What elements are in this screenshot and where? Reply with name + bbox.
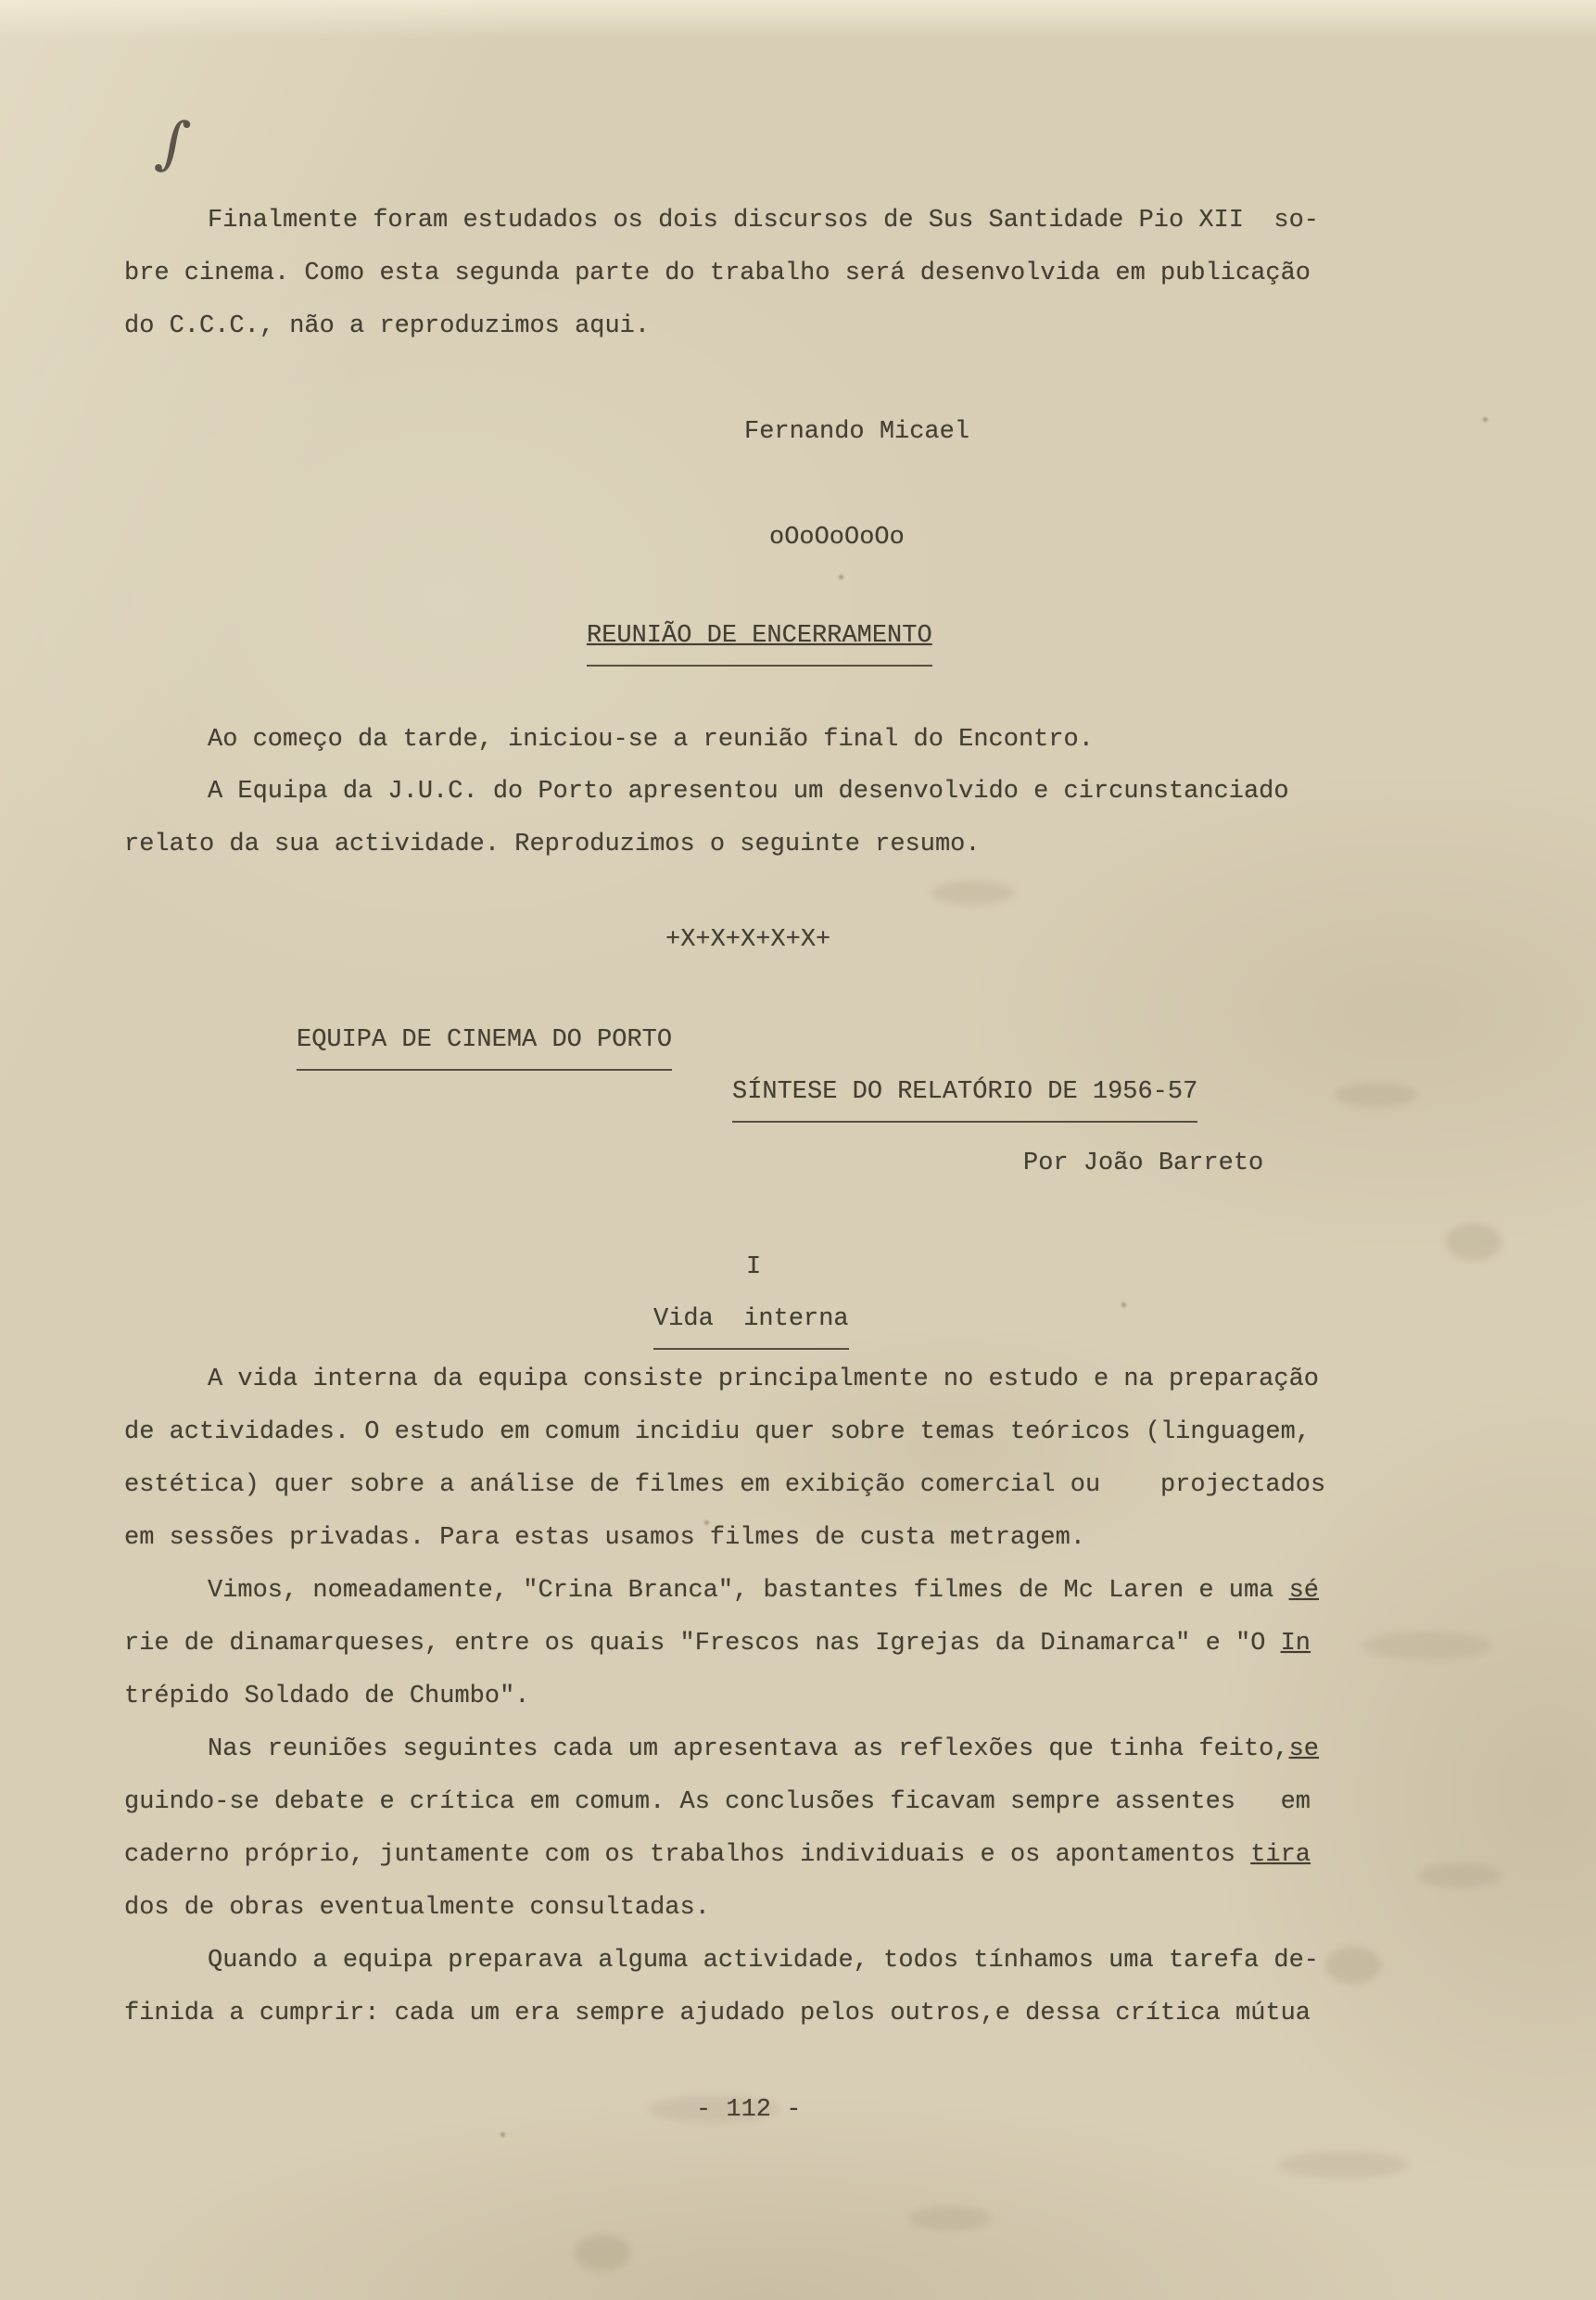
- paragraph-7: [124, 1935, 1357, 2040]
- text-line: Quando a equipa preparava alguma actividade, todos tínhamos uma tarefa de-: [208, 1947, 1319, 1975]
- paragraph-6: [124, 1723, 1357, 1935]
- report-heading: [732, 1066, 1197, 1119]
- text-line: de actividades. O estudo em comum incidiu quer sobre temas teóricos (linguagem,: [124, 1418, 1311, 1446]
- paper-speck: [1121, 1302, 1126, 1307]
- section-numeral: [746, 1241, 761, 1294]
- text-line: A Equipa da J.U.C. do Porto apresentou um desenvolvido e circunstanciado: [208, 778, 1289, 806]
- text-segment-underlined: tira: [1250, 1841, 1311, 1869]
- text-segment: Nas reuniões seguintes cada um apresentava as reflexões que tinha feito,: [208, 1735, 1289, 1763]
- text-line: Por João Barreto: [1023, 1150, 1264, 1177]
- ink-smudge: [931, 881, 1015, 905]
- text-line: em sessões privadas. Para estas usamos filmes de custa metragem.: [124, 1524, 1085, 1552]
- ink-smudge: [1279, 2151, 1409, 2179]
- ink-smudge: [908, 2206, 992, 2230]
- text-segment: Vimos, nomeadamente, "Crina Branca", bastantes filmes de Mc Laren e uma: [208, 1577, 1289, 1605]
- text-line: relato da sua actividade. Reproduzimos o seguinte resumo.: [124, 831, 981, 858]
- paragraph-5: [124, 1565, 1357, 1723]
- handwritten-mark: ∫: [152, 107, 194, 181]
- subsection-heading: [653, 1293, 849, 1346]
- text-line: Finalmente foram estudados os dois discursos de Sus Santidade Pio XII so-: [208, 207, 1319, 235]
- text-line: dos de obras eventualmente consultadas.: [124, 1894, 710, 1922]
- ink-smudge: [575, 2234, 630, 2271]
- ink-smudge: [1335, 1083, 1418, 1107]
- text-line: Fernando Micael: [744, 418, 970, 446]
- team-heading: [297, 1014, 672, 1067]
- text-line: [124, 1723, 1357, 1776]
- heading-text: SÍNTESE DO RELATÓRIO DE 1956-57: [732, 1066, 1197, 1123]
- text-segment: caderno próprio, juntamente com os trabalhos individuais e os apontamentos: [124, 1841, 1251, 1869]
- paragraph-4: [124, 1353, 1357, 1565]
- text-segment: rie de dinamarqueses, entre os quais "Frescos nas Igrejas da Dinamarca" e "O: [124, 1630, 1281, 1658]
- text-line: [124, 1565, 1357, 1618]
- text-line: oOoOoOoOo: [769, 524, 905, 552]
- paragraph-3: [124, 766, 1357, 871]
- text-line: do C.C.C., não a reproduzimos aqui.: [124, 312, 651, 340]
- text-segment-underlined: se: [1288, 1735, 1319, 1763]
- ink-smudge: [1362, 1632, 1492, 1659]
- text-segment-underlined: In: [1280, 1630, 1311, 1658]
- byline-author: [744, 406, 969, 459]
- text-line: finida a cumprir: cada um era sempre ajudado pelos outros,e dessa crítica mútua: [124, 2000, 1311, 2027]
- separator-ornament: [665, 914, 830, 967]
- page-number: [696, 2084, 801, 2137]
- separator-ornament: [769, 512, 905, 565]
- text-line: [124, 1618, 1357, 1671]
- text-line: bre cinema. Como esta segunda parte do trabalho será desenvolvida em publicação: [124, 260, 1311, 287]
- paper-speck: [500, 2132, 505, 2137]
- text-line: estética) quer sobre a análise de filmes em exibição comercial ou projectados: [124, 1471, 1326, 1499]
- heading-text: Vida interna: [653, 1293, 849, 1350]
- paragraph-1: [124, 195, 1357, 353]
- text-line: - 112 -: [696, 2096, 802, 2124]
- text-line: A vida interna da equipa consiste principalmente no estudo e na preparação: [208, 1366, 1319, 1393]
- paragraph-2: [124, 714, 1357, 767]
- text-line: +X+X+X+X+X+: [665, 926, 831, 954]
- paper-speck: [1483, 417, 1488, 422]
- ink-smudge: [1446, 1224, 1501, 1261]
- ink-smudge: [1418, 1863, 1501, 1887]
- heading-text: EQUIPA DE CINEMA DO PORTO: [297, 1014, 672, 1071]
- section-heading: [587, 610, 932, 663]
- text-line: [124, 1829, 1357, 1882]
- text-line: Ao começo da tarde, iniciou-se a reunião final do Encontro.: [208, 726, 1094, 754]
- text-line: I: [746, 1253, 762, 1281]
- text-segment-underlined: sé: [1288, 1577, 1319, 1605]
- text-line: guindo-se debate e crítica em comum. As conclusões ficavam sempre assentes em: [124, 1788, 1311, 1816]
- paper-speck: [839, 575, 843, 579]
- heading-text: REUNIÃO DE ENCERRAMENTO: [587, 610, 932, 667]
- byline-author-2: [1023, 1137, 1263, 1190]
- text-line: trépido Soldado de Chumbo".: [124, 1683, 530, 1710]
